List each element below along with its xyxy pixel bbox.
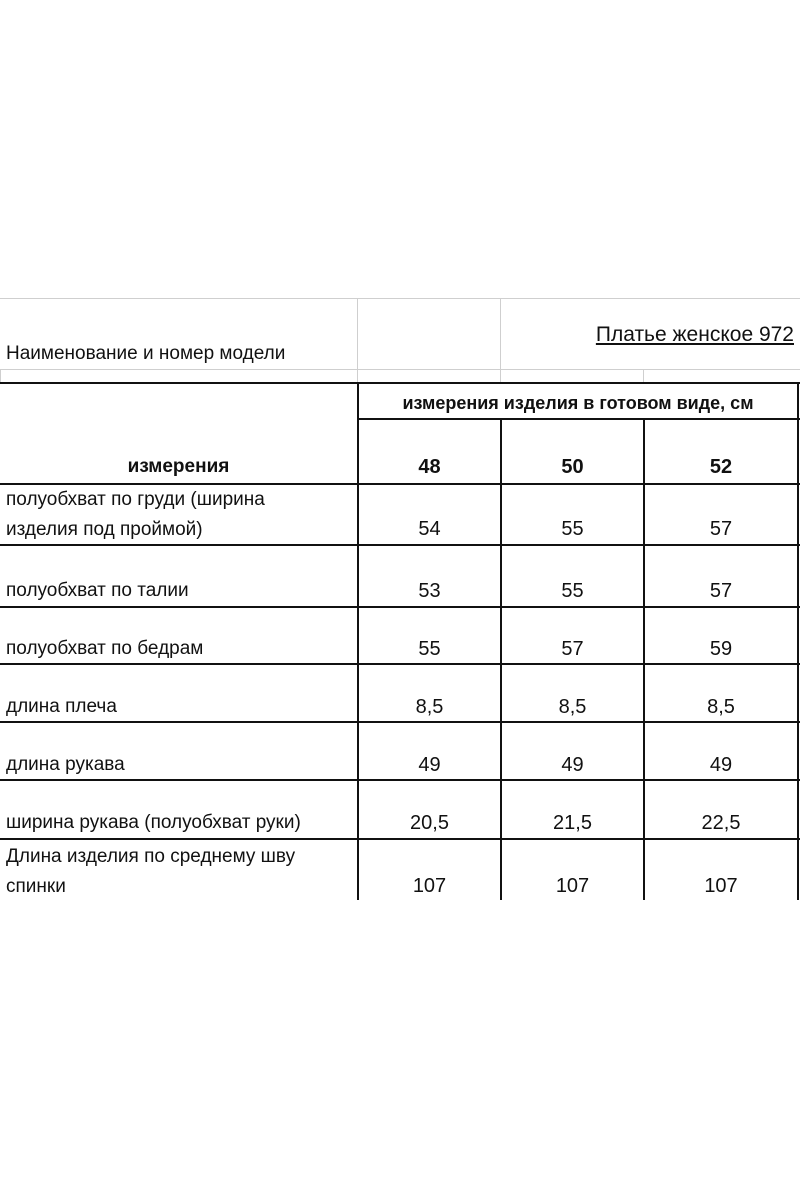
row-value: 20,5 — [410, 812, 449, 834]
grid-line — [0, 369, 800, 370]
row-value: 49 — [709, 754, 733, 776]
table-border — [357, 418, 800, 420]
row-value: 49 — [561, 754, 584, 776]
row-label-chest: полуобхват по груди (ширина изделия под проймой) — [6, 489, 265, 540]
table-border — [0, 721, 800, 723]
row-value: 55 — [561, 580, 584, 602]
row-label-shoulder: длина плеча — [6, 696, 117, 717]
measure-header: измерения — [127, 456, 230, 477]
grid-line — [0, 298, 800, 299]
table-border — [0, 606, 800, 608]
grid-line — [500, 298, 501, 383]
group-header: измерения изделия в готовом виде, см — [402, 393, 754, 413]
row-value: 57 — [561, 638, 584, 660]
row-value: 55 — [418, 638, 441, 660]
table-border — [0, 838, 800, 840]
row-value: 21,5 — [553, 812, 592, 834]
grid-line — [0, 369, 1, 383]
table-border — [0, 382, 800, 384]
row-value: 59 — [709, 638, 733, 660]
row-value: 8,5 — [558, 696, 587, 718]
table-border — [797, 382, 799, 900]
row-value: 8,5 — [707, 696, 735, 718]
row-value: 22,5 — [701, 812, 741, 834]
row-value: 57 — [709, 580, 733, 602]
row-value: 53 — [418, 580, 441, 602]
table-border — [0, 663, 800, 665]
row-value: 54 — [418, 518, 441, 540]
row-value: 107 — [555, 875, 590, 897]
grid-line — [357, 298, 358, 383]
row-value: 49 — [418, 754, 441, 776]
model-label: Наименование и номер модели — [6, 343, 286, 364]
row-label-sleeve-width: ширина рукава (полуобхват руки) — [6, 812, 301, 833]
row-value: 8,5 — [415, 696, 444, 718]
size-header-52: 52 — [709, 456, 733, 478]
row-value: 107 — [704, 875, 738, 897]
row-label-hips: полуобхват по бедрам — [6, 638, 204, 659]
grid-line — [643, 369, 644, 383]
row-value: 55 — [561, 518, 584, 540]
size-header-48: 48 — [418, 456, 441, 478]
row-label-sleeve-length: длина рукава — [6, 754, 125, 775]
size-header-50: 50 — [561, 456, 584, 478]
row-value: 107 — [412, 875, 447, 897]
row-value: 57 — [709, 518, 733, 540]
model-title: Платье женское 972 — [595, 323, 794, 346]
row-label-back-length: Длина изделия по среднему шву спинки — [6, 846, 296, 897]
table-border — [0, 779, 800, 781]
row-label-waist: полуобхват по талии — [6, 580, 189, 601]
